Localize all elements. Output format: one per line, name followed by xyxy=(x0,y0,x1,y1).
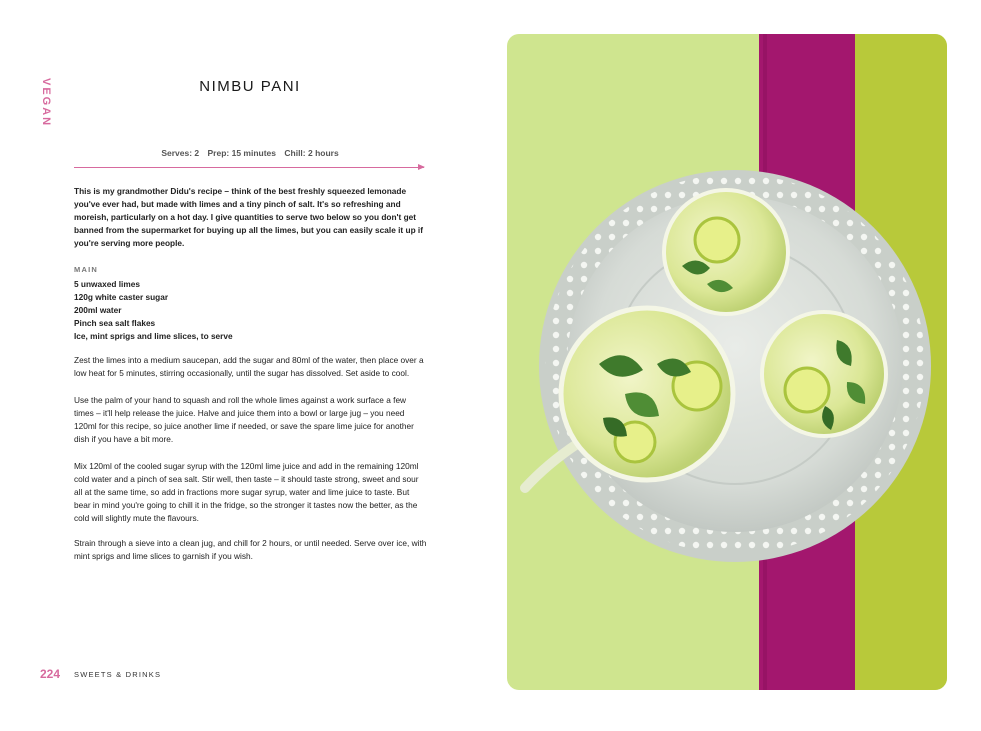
ingredients-list xyxy=(74,278,233,343)
nimbu-pani-photo xyxy=(507,34,947,690)
running-footer: SWEETS & DRINKS xyxy=(74,670,162,679)
prep-label: Prep: 15 minutes xyxy=(207,148,276,158)
chill-label: Chill: 2 hours xyxy=(284,148,339,158)
ingredient-item: Ice, mint sprigs and lime slices, to serve xyxy=(74,331,233,341)
method-step-1: Zest the limes into a medium saucepan, add the sugar and 80ml of the water, then place over a low heat for 5 minutes, stirring occasionally, until the sugar has dissolved. Set aside to cool. xyxy=(74,355,424,378)
recipe-intro: This is my grandmother Didu's recipe – think of the best freshly squeezed lemonade you've ever had, but made with limes and a tiny pinch of salt. It's so refreshing and moreish, particularly on a hot day. I give quantities to serve two below so you don't get banned from the supermarket for buying up all the limes, but you can easily scale it up if you're serving more people. xyxy=(74,186,424,248)
recipe-title: NIMBU PANI xyxy=(199,78,301,95)
side-tab-label: VEGAN xyxy=(40,78,52,128)
ingredient-item: 5 unwaxed limes xyxy=(74,279,140,289)
arrow-icon xyxy=(418,164,425,170)
ingredients-heading: MAIN xyxy=(74,265,98,274)
page-number: 224 xyxy=(40,667,61,681)
divider-rule xyxy=(74,167,424,168)
method-step-4: Strain through a sieve into a clean jug, and chill for 2 hours, or until needed. Serve over ice, with mint sprigs and lime slices to garnish if you wish. xyxy=(74,538,427,561)
serves-label: Serves: 2 xyxy=(161,148,200,158)
method-step-2: Use the palm of your hand to squash and roll the whole limes against a work surface a few times – it'll help release the juice. Halve and juice them into a bowl or large jug – you need 120ml for this recipe, so juice another lime if needed, or save the spare lime juice for another dish if you have a bit more. xyxy=(74,395,414,444)
ingredient-item: 120g white caster sugar xyxy=(74,292,169,302)
method-step-3: Mix 120ml of the cooled sugar syrup with the 120ml lime juice and add in the remaining 120ml cold water and a pinch of sea salt. Stir well, then taste – it should taste strong, sweet and sour all at the same time, so add in fractions more sugar syrup, water and lime juice to taste. But bear in mind you're going to chill it in the fridge, so the stronger it tastes now the better, as the cold will slightly mute the flavours. xyxy=(74,461,419,523)
ingredient-item: Pinch sea salt flakes xyxy=(74,318,156,328)
recipe-meta xyxy=(74,148,426,158)
ingredient-item: 200ml water xyxy=(74,305,122,315)
section-side-tab xyxy=(38,78,54,138)
